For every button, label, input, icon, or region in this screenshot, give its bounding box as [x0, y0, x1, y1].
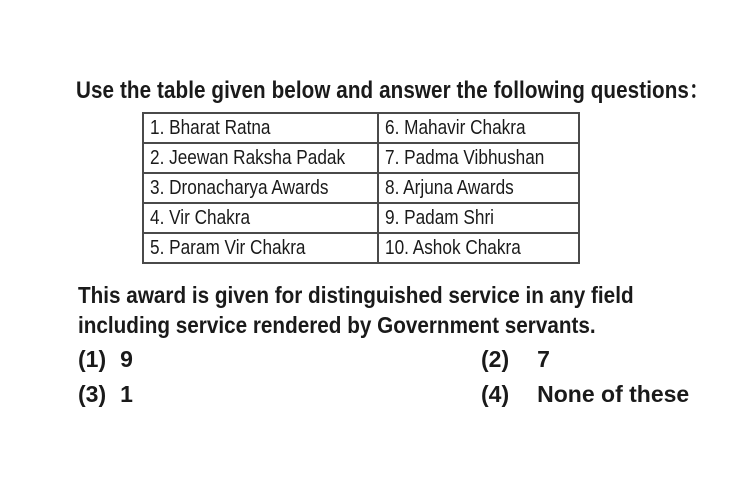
option-number: (4) [481, 381, 510, 407]
option-value: 7 [537, 346, 550, 372]
table-row [143, 143, 579, 173]
option-value: 1 [120, 381, 133, 407]
question-line-1: This award is given for distinguished service in any field [78, 282, 634, 308]
table-cell: 5. Param Vir Chakra [143, 233, 378, 263]
option-4[interactable] [481, 381, 689, 408]
table-cell: 2. Jeewan Raksha Padak [143, 143, 378, 173]
option-2[interactable] [481, 346, 550, 373]
table-cell: 4. Vir Chakra [143, 203, 378, 233]
question-text [78, 280, 634, 340]
option-3[interactable] [78, 381, 133, 408]
table-cell: 6. Mahavir Chakra [378, 113, 579, 143]
table-cell: 1. Bharat Ratna [143, 113, 378, 143]
question-line-2: including service rendered by Government servants. [78, 312, 596, 338]
table-row [143, 203, 579, 233]
awards-table [142, 112, 580, 264]
table-row [143, 173, 579, 203]
option-1[interactable] [78, 346, 133, 373]
instruction-text: Use the table given below and answer the following questions： [76, 77, 710, 104]
table-row [143, 113, 579, 143]
table-cell: 7. Padma Vibhushan [378, 143, 579, 173]
option-number: (3) [78, 381, 107, 407]
table-row [143, 233, 579, 263]
option-number: (1) [78, 346, 107, 372]
option-value: None of these [537, 381, 690, 407]
table-cell: 8. Arjuna Awards [378, 173, 579, 203]
table-cell: 9. Padam Shri [378, 203, 579, 233]
option-number: (2) [481, 346, 510, 372]
table-cell: 3. Dronacharya Awards [143, 173, 378, 203]
option-value: 9 [120, 346, 133, 372]
table-cell: 10. Ashok Chakra [378, 233, 579, 263]
